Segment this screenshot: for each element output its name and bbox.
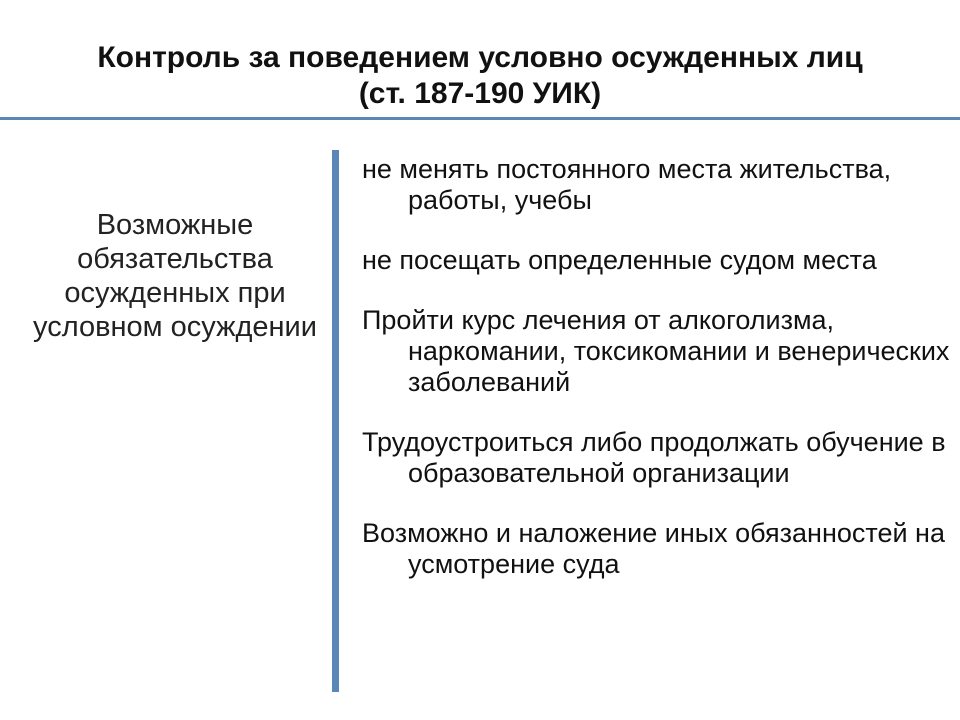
obligations-list (362, 154, 952, 580)
obligation-item: не посещать определенные судом места (362, 245, 877, 275)
obligation-item: не менять постоянного места жительства, работы, учебы (362, 154, 892, 215)
obligation-item: Трудоустроиться либо продолжать обучение в образовательной организации (362, 427, 946, 488)
title-underline-rule (0, 117, 960, 120)
obligation-item: Возможно и наложение иных обязанностей на усмотрение суда (362, 518, 945, 579)
obligation-item: Пройти курс лечения от алкоголизма, наркомании, токсикомании и венерических заболеваний (362, 305, 950, 397)
slide-title-line-1: Контроль за поведением условно осужденных лиц (97, 41, 863, 74)
slide-title (0, 40, 960, 112)
slide-title-line-2: (ст. 187-190 УИК) (358, 77, 602, 110)
obligations-category-label: Возможные обязательства осужденных при условном осуждении (33, 209, 317, 343)
column-divider (332, 150, 339, 692)
